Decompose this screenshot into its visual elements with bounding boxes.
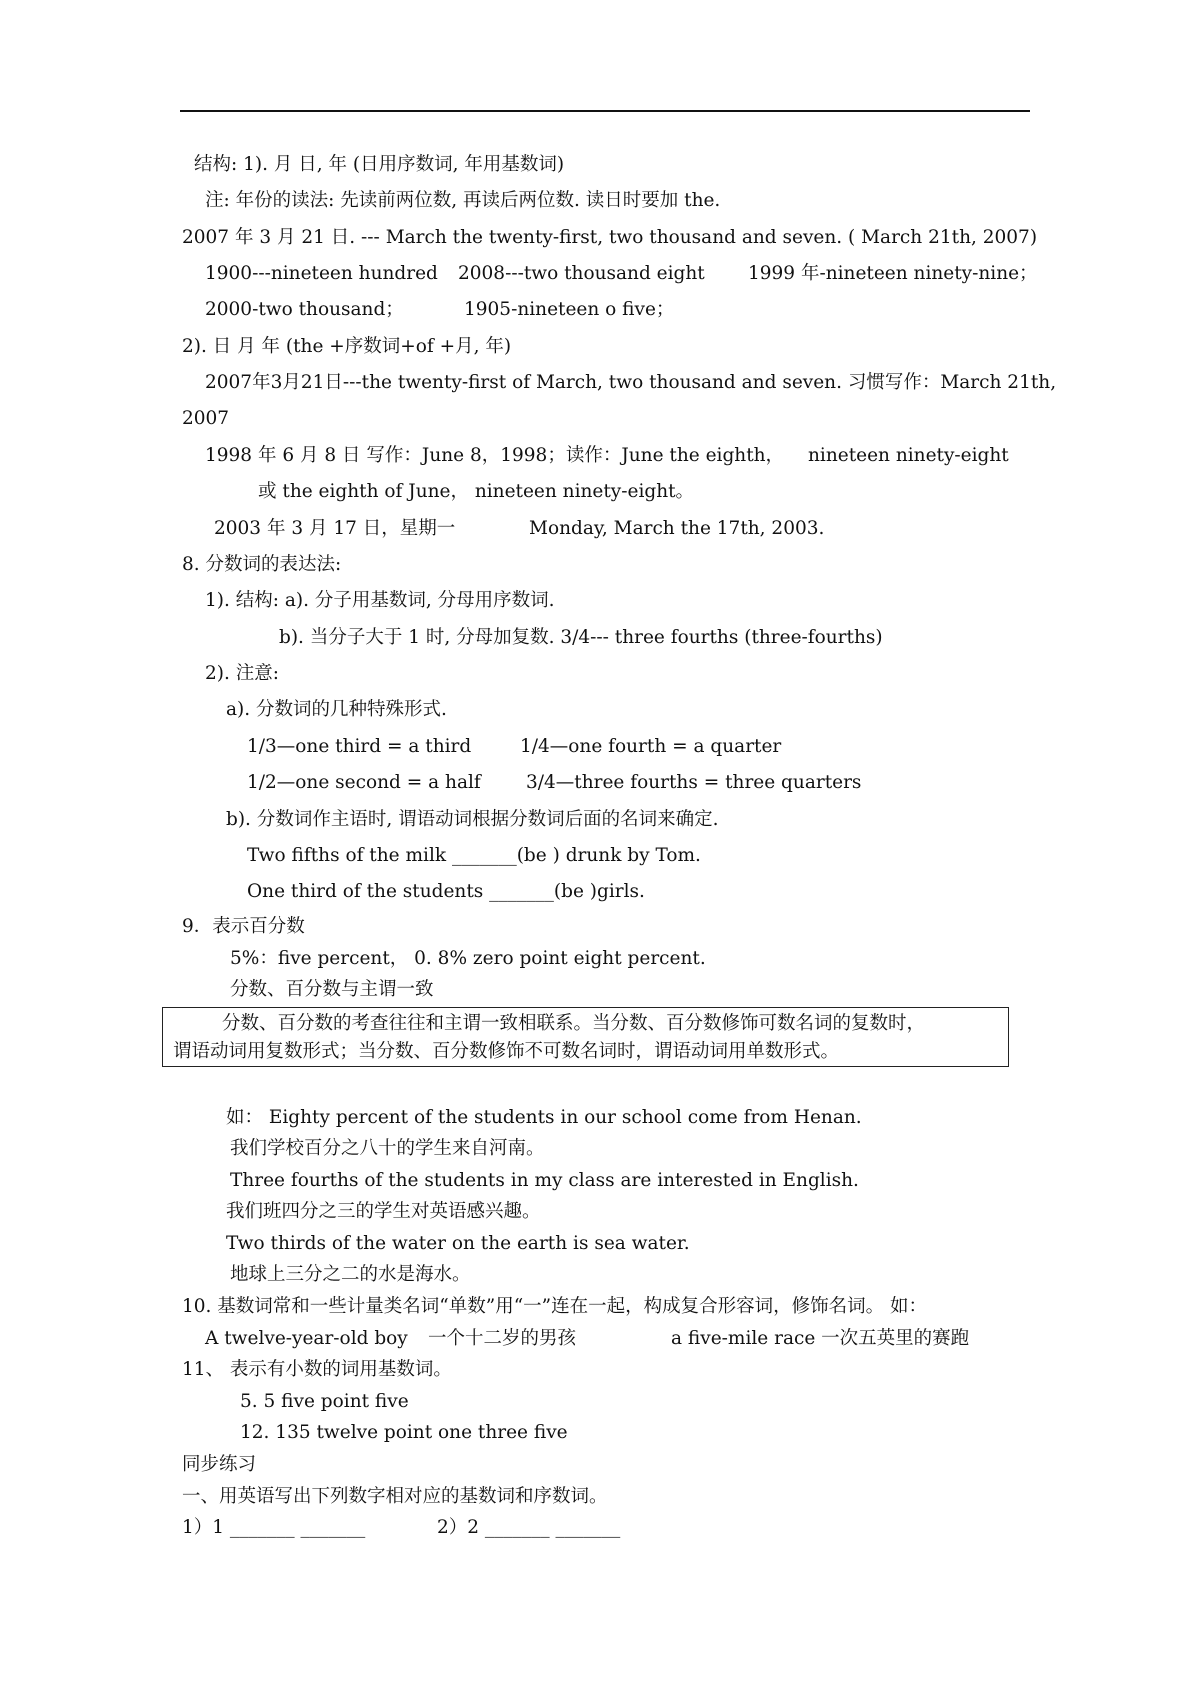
example-line: 我们班四分之三的学生对英语感兴趣。 (226, 1201, 541, 1222)
example-line: 我们学校百分之八十的学生来自河南。 (230, 1138, 545, 1159)
text-line: a five-mile race 一次五英里的赛跑 (671, 1328, 970, 1349)
text-line: 注: 年份的读法: 先读前两位数, 再读后两位数. 读日时要加 the. (205, 190, 721, 211)
text-line: 1/4—one fourth = a quarter (520, 736, 782, 757)
text-line: 2007 年 3 月 21 日. --- March the twenty-first, two thousand and seven. ( March 21th, 2007) (182, 227, 1038, 248)
exercise-line: 2）2 _______ _______ (437, 1517, 621, 1538)
exercise-line: Two fifths of the milk _______(be ) drunk by Tom. (247, 845, 701, 866)
text-line: 12. 135 twelve point one three five (240, 1422, 568, 1443)
section-heading: 同步练习 (182, 1454, 257, 1475)
text-line: 2007 (182, 408, 230, 429)
section-heading: 8. 分数词的表达法: (182, 554, 342, 575)
note-box-line: 谓语动词用复数形式；当分数、百分数修饰不可数名词时，谓语动词用单数形式。 (173, 1041, 840, 1062)
section-heading: 10. 基数词常和一些计量类名词“单数”用“一”连在一起，构成复合形容词，修饰名词。 如： (182, 1296, 928, 1317)
text-line: 1905-nineteen o five； (464, 299, 675, 320)
text-line: 1). 结构: a). 分子用基数词, 分母用序数词. (205, 590, 555, 611)
example-line: Two thirds of the water on the earth is sea water. (226, 1233, 690, 1254)
text-line: 2008---two thousand eight (458, 263, 705, 284)
text-line: a). 分数词的几种特殊形式. (226, 699, 447, 720)
exercise-line: 1）1 _______ _______ (182, 1517, 366, 1538)
text-line: 2000-two thousand； (205, 299, 404, 320)
note-box-line: 分数、百分数的考查往往和主谓一致相联系。当分数、百分数修饰可数名词的复数时， (222, 1013, 926, 1034)
text-line: 1999 年-nineteen ninety-nine； (748, 263, 1038, 284)
text-line: 一个十二岁的男孩 (428, 1328, 577, 1349)
text-line: b). 当分子大于 1 时, 分母加复数. 3/4--- three fourths (three-fourths) (279, 627, 883, 648)
text-line: 或 the eighth of June， nineteen ninety-eight。 (258, 481, 695, 502)
text-line: b). 分数词作主语时, 谓语动词根据分数词后面的名词来确定. (226, 809, 719, 830)
text-line: 2007年3月21日---the twenty-first of March, two thousand and seven. 习惯写作：March 21th, (205, 372, 1057, 393)
example-line: Three fourths of the students in my class are interested in English. (230, 1170, 859, 1191)
text-line: 2003 年 3 月 17 日，星期一 (214, 518, 456, 539)
exercise-heading: 一、用英语写出下列数字相对应的基数词和序数词。 (182, 1486, 608, 1507)
example-line: 地球上三分之二的水是海水。 (230, 1264, 471, 1285)
text-line: 1/2—one second = a half (247, 772, 481, 793)
text-line: 分数、百分数与主谓一致 (230, 979, 434, 1000)
text-line: Monday, March the 17th, 2003. (529, 518, 825, 539)
exercise-line: One third of the students _______(be )girls. (247, 881, 645, 902)
text-line: 1/3—one third = a third (247, 736, 472, 757)
note-box (162, 1007, 1009, 1067)
text-line: A twelve-year-old boy (205, 1328, 408, 1349)
text-line: 5. 5 five point five (240, 1391, 409, 1412)
section-heading: 11、 表示有小数的词用基数词。 (182, 1359, 452, 1380)
text-line: 1998 年 6 月 8 日 写作：June 8，1998；读作：June the eighth， (205, 445, 785, 466)
example-line: 如： Eighty percent of the students in our school come from Henan. (226, 1107, 862, 1128)
text-line: 5%：five percent， 0. 8% zero point eight percent. (230, 948, 706, 969)
text-line: 3/4—three fourths = three quarters (526, 772, 862, 793)
section-heading: 9．表示百分数 (182, 916, 305, 937)
header-rule (180, 110, 1030, 112)
text-line: 1900---nineteen hundred (205, 263, 438, 284)
text-line: 结构: 1). 月 日, 年 (日用序数词, 年用基数词) (194, 154, 565, 175)
text-line: nineteen ninety-eight (808, 445, 1009, 466)
text-line: 2). 日 月 年 (the +序数词+of +月, 年) (182, 336, 512, 357)
text-line: 2). 注意: (205, 663, 279, 684)
